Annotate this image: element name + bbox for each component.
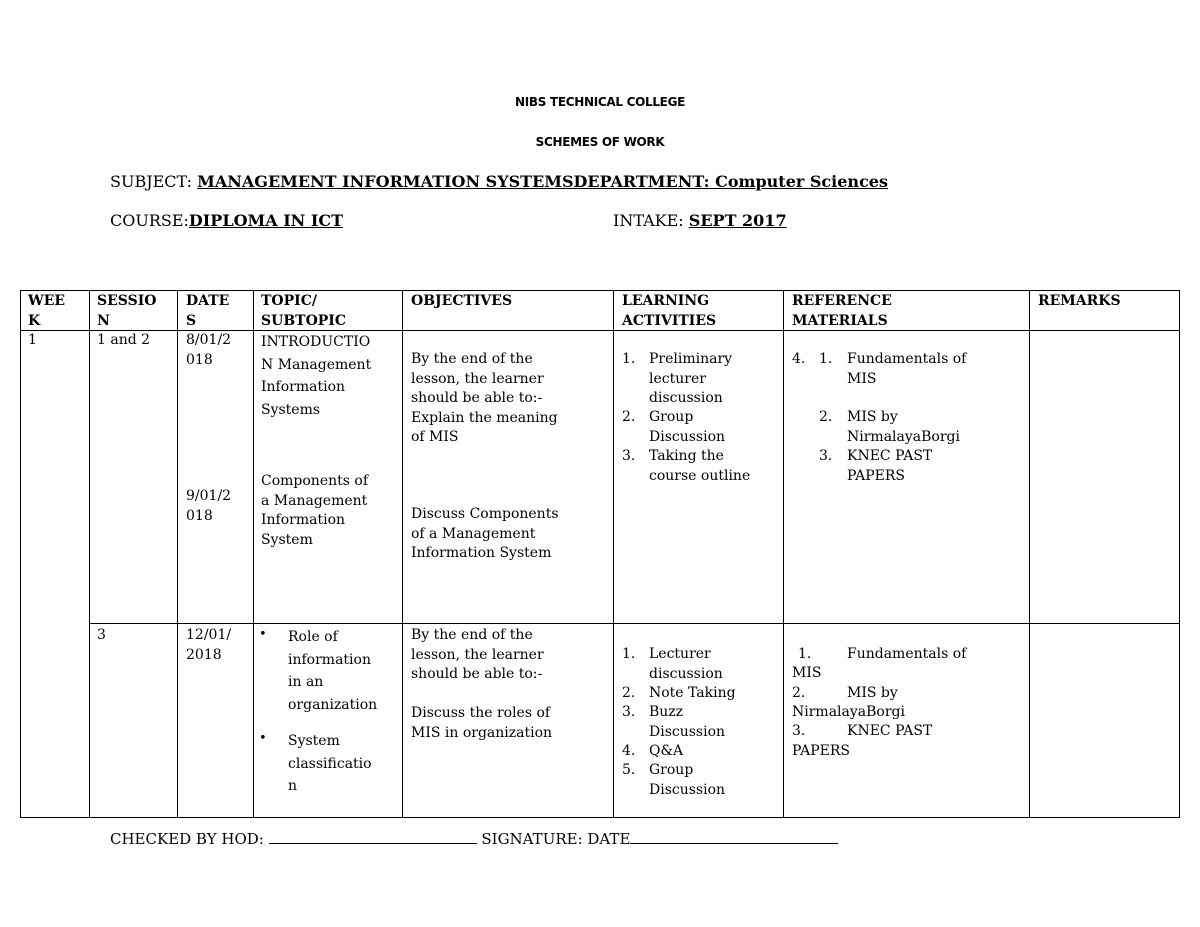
list-item: Note Taking [649,685,736,701]
row2-objective-1: By the end of the lesson, the learner should be able to:- [411,627,544,682]
list-item-number: 3. [622,704,636,720]
list-item: PAPERS [792,743,851,759]
list-item: Fundamentals of [847,646,967,662]
list-item: System classificatio n [288,733,372,794]
subject-line [110,172,888,191]
row1-date-2: 9/01/2 018 [186,488,232,524]
list-item-number: 2. [622,409,636,425]
list-item-number: 2. [792,685,806,701]
col-line-8 [1179,290,1180,818]
col-line-0 [20,290,21,818]
list-item-number: 3. [622,448,636,464]
list-item: Q&A [649,743,684,759]
row2-session: 3 [97,627,106,643]
col-line-3 [253,290,254,818]
row1-objective-1: By the end of the lesson, the learner should be able to:- Explain the meaning of MIS [411,351,558,445]
row2-date: 12/01/ 2018 [186,627,232,663]
checked-by-label: CHECKED BY HOD: [110,830,269,848]
row2-objective-2: Discuss the roles of MIS in organization [411,705,553,741]
header-week: WEE K [28,293,66,329]
list-item: KNEC PAST PAPERS [847,448,933,484]
header-references: REFERENCE MATERIALS [792,293,892,329]
course-line [110,211,343,230]
list-item: KNEC PAST [847,723,933,739]
list-item: Lecturer discussion [649,646,723,682]
list-item: MIS [792,665,822,681]
header-objectives: OBJECTIVES [411,293,513,309]
col-line-1 [89,290,90,818]
bullet-icon: • [259,627,267,642]
course-value: DIPLOMA IN ICT [188,211,343,230]
bullet-icon: • [259,731,267,746]
header-session: SESSIO N [97,293,157,329]
intake-line [613,211,787,230]
col-line-2 [177,290,178,818]
list-item-number: 1. [622,351,636,367]
intake-label: INTAKE: [613,211,689,230]
list-item-number: 1. [622,646,636,662]
list-item: NirmalayaBorgi [792,704,905,720]
hod-name-blank[interactable] [269,829,477,844]
row1-topic-2: Components of a Management Information System [261,473,368,548]
checked-by-line [110,829,838,848]
college-title: NIBS TECHNICAL COLLEGE [514,95,686,109]
date-blank[interactable] [630,829,838,844]
list-item: MIS by [847,685,898,701]
col-line-7 [1029,290,1030,818]
list-item: Preliminary lecturer discussion [649,351,733,406]
header-dates: DATE S [186,293,230,329]
list-outer-number: 4. [792,351,806,367]
list-item-number: 3. [792,723,806,739]
row1-session: 1 and 2 [97,332,151,348]
header-topic: TOPIC/ SUBTOPIC [261,293,346,329]
list-item: Taking the course outline [649,448,751,484]
table-bottom-border [20,817,1180,818]
col-line-4 [402,290,403,818]
list-item-number: 2. [622,685,636,701]
course-label: COURSE: [110,211,189,230]
list-item: MIS by NirmalayaBorgi [847,409,960,445]
row1-week: 1 [28,332,37,348]
row1-objective-2: Discuss Components of a Management Information System [411,506,559,561]
list-item-number: 5. [622,762,636,778]
subject-value: MANAGEMENT INFORMATION SYSTEMSDEPARTMENT: Computer Sciences [197,172,888,191]
col-line-6 [783,290,784,818]
list-item-number: 1. [798,646,812,662]
list-item: Role of information in an organization [288,629,378,713]
list-item-number: 1. [819,351,833,367]
list-item: Group Discussion [649,409,726,445]
list-item-number: 2. [819,409,833,425]
list-item: Fundamentals of MIS [847,351,967,387]
header-activities: LEARNING ACTIVITIES [622,293,717,329]
signature-date-label: SIGNATURE: DATE [476,830,631,848]
table-top-border [20,290,1180,291]
col-line-5 [613,290,614,818]
subject-label: SUBJECT: [110,172,198,191]
header-remarks: REMARKS [1038,293,1121,309]
list-item: Buzz Discussion [649,704,726,740]
intake-value: SEPT 2017 [688,211,787,230]
list-item-number: 4. [622,743,636,759]
row1-topic-1: INTRODUCTIO N Management Information Systems [261,334,372,418]
list-item: Group Discussion [649,762,726,798]
schemes-title: SCHEMES OF WORK [535,135,665,149]
row1-date-1: 8/01/2 018 [186,332,232,368]
list-item-number: 3. [819,448,833,464]
